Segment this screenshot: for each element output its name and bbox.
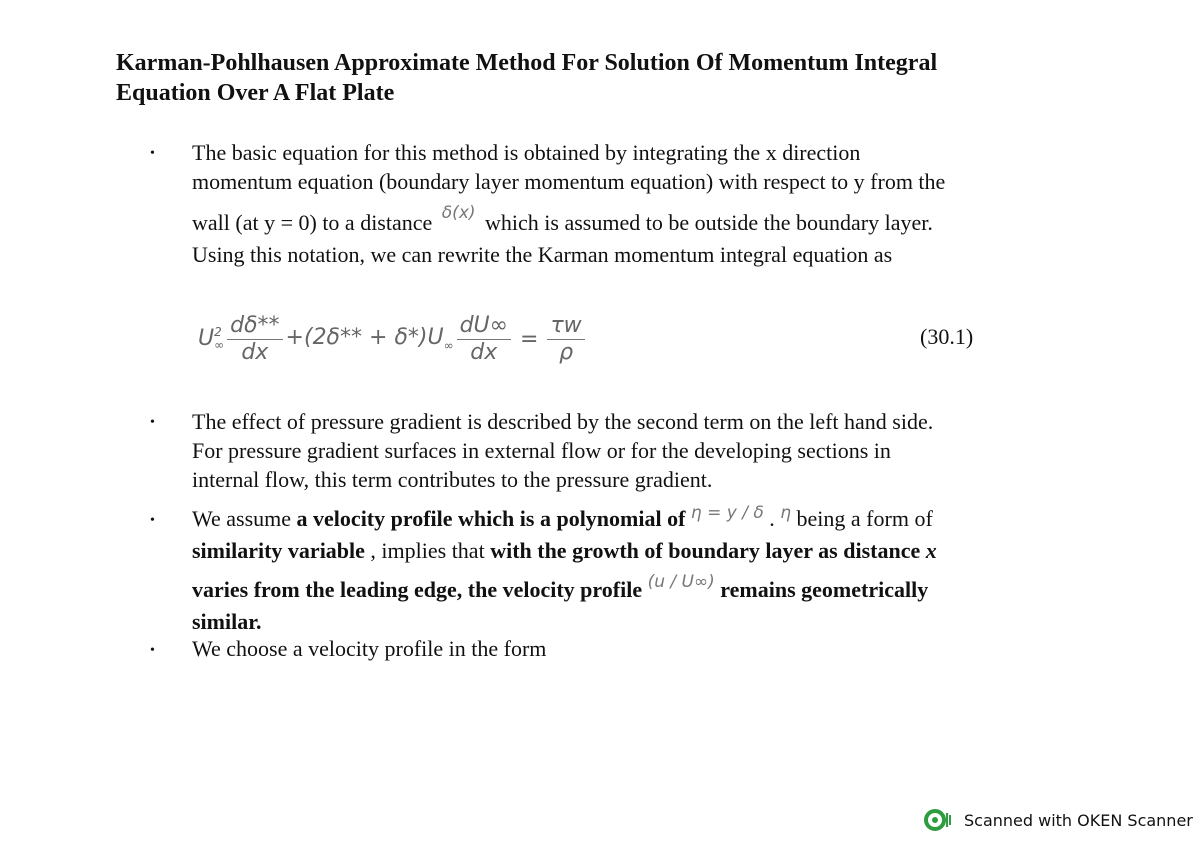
p3-line-2: similarity variable , implies that with the growth of boundary layer as distance x <box>192 538 937 563</box>
equation-number: (30.1) <box>920 324 974 349</box>
eq-fraction-3: $\frac{\tau w}{\rho}$ <box>547 313 584 366</box>
p1-line-3 <box>192 203 1062 240</box>
eta-definition: η = y / δ <box>690 503 764 523</box>
p1-line-3-start: wall (at y = 0) to a distance <box>192 210 433 235</box>
p2-line-2: For pressure gradient surfaces in external flow or for the developing sections in <box>192 438 891 463</box>
title-line-2: Equation Over A Flat Plate <box>116 80 395 106</box>
p1-line-4: Using this notation, we can rewrite the Karman momentum integral equation as <box>192 242 893 267</box>
p3-line-4: similar. <box>192 609 262 634</box>
eq-fraction-1: $\frac{d\delta**}{dx}$ <box>227 313 282 366</box>
eq-equals-sign: = <box>520 326 539 352</box>
bullet-marker: • <box>150 513 155 528</box>
p4-line-1: We choose a velocity profile in the form <box>192 636 547 661</box>
velocity-ratio-symbol: (u / U∞) <box>647 572 715 592</box>
title-line-1: Karman-Pohlhausen Approximate Method For Solution Of Momentum Integral <box>116 50 938 76</box>
bullet-marker: • <box>150 415 155 430</box>
eta-symbol: η <box>780 503 792 523</box>
p1-line-3-end: which is assumed to be outside the boundary layer. <box>485 210 933 235</box>
scanner-watermark-text: Scanned with OKEN Scanner <box>964 810 1193 830</box>
p2-line-3: internal flow, this term contributes to the pressure gradient. <box>192 467 713 492</box>
bullet-marker: • <box>150 146 155 161</box>
document-title <box>116 48 1066 108</box>
eq-middle-term: $+(2\delta** + \delta*)U_\infty$ <box>285 325 454 353</box>
paragraph-4 <box>192 634 1062 663</box>
p2-line-1: The effect of pressure gradient is described by the second term on the left hand side. <box>192 409 934 434</box>
paragraph-2 <box>192 407 1062 494</box>
eq-lead-symbol: U 2 ∞ <box>198 325 225 352</box>
p3-line-1: We assume a velocity profile which is a polynomial of $^{\eta = y / \delta}$ . $^\eta$ being a form of <box>192 503 933 531</box>
p3-line-3: varies from the leading edge, the velocity profile $^{(u / U\infty)}$ remains geometrically <box>192 572 929 602</box>
delta-x-symbol: δ(x) <box>441 203 476 223</box>
scanner-watermark <box>924 808 1193 832</box>
p1-line-2: momentum equation (boundary layer momentum equation) with respect to y from the <box>192 169 946 194</box>
eq-fraction-2: $\frac{dU\infty}{dx}$ <box>457 313 511 366</box>
oken-scanner-logo-icon <box>924 808 954 832</box>
bullet-marker: • <box>150 643 155 658</box>
p1-line-1: The basic equation for this method is obtained by integrating the x direction <box>192 140 861 165</box>
paragraph-3 <box>192 504 1062 636</box>
paragraph-1 <box>192 138 1062 269</box>
momentum-integral-equation <box>198 306 588 372</box>
